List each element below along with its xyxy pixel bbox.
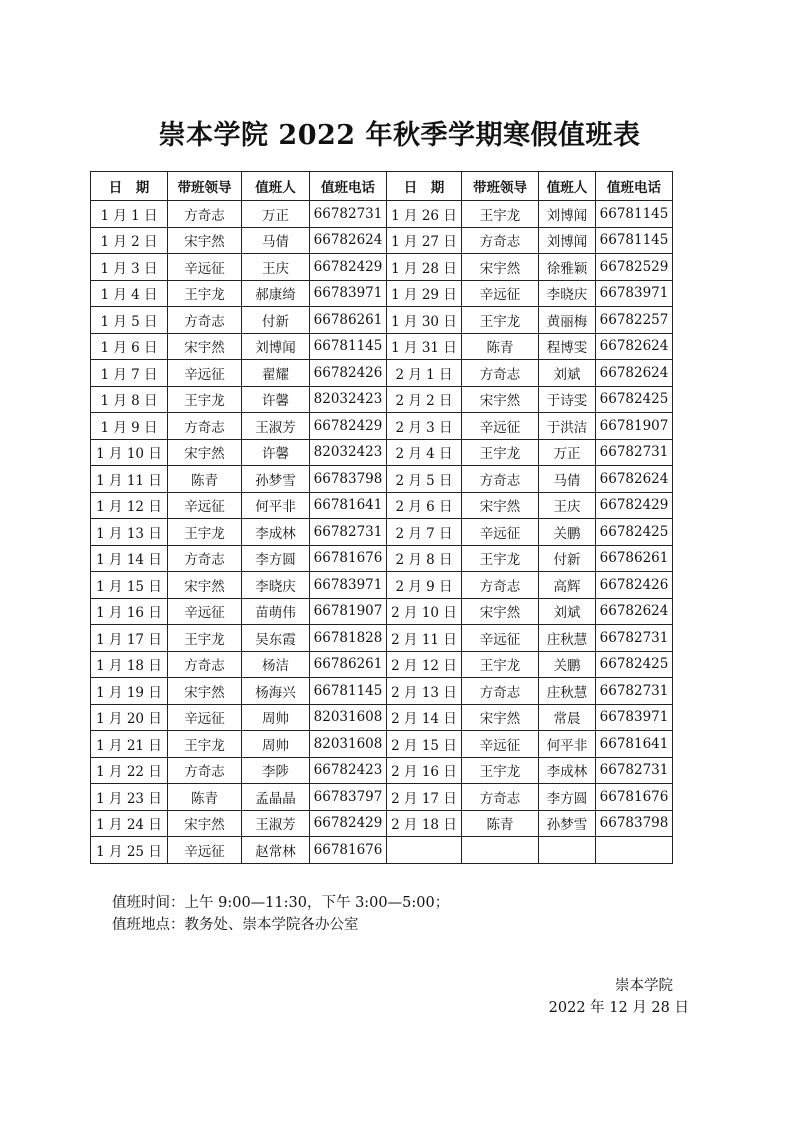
date-cell: 2 月 1 日 [387, 360, 462, 387]
staff-cell: 万正 [242, 201, 310, 228]
leader-cell: 王宇龙 [462, 757, 539, 784]
staff-cell: 徐雅颖 [539, 254, 596, 281]
date-cell: 2 月 11 日 [387, 625, 462, 652]
staff-cell: 刘博闻 [242, 333, 310, 360]
leader-cell: 王宇龙 [168, 280, 242, 307]
staff-cell: 于诗雯 [539, 386, 596, 413]
staff-cell: 周帅 [242, 704, 310, 731]
phone-cell: 66782423 [310, 757, 387, 784]
leader-cell [462, 837, 539, 864]
leader-cell: 王宇龙 [168, 386, 242, 413]
staff-cell: 孟晶晶 [242, 784, 310, 811]
staff-cell: 杨洁 [242, 651, 310, 678]
date-cell: 2 月 5 日 [387, 466, 462, 493]
leader-cell: 方奇志 [462, 466, 539, 493]
staff-cell: 李晓庆 [539, 280, 596, 307]
staff-cell: 李晓庆 [242, 572, 310, 599]
phone-cell: 66782257 [596, 307, 673, 334]
staff-cell: 马倩 [539, 466, 596, 493]
signature-organization: 崇本学院 [615, 978, 673, 994]
leader-cell: 宋宇然 [168, 572, 242, 599]
date-cell: 1 月 12 日 [91, 492, 168, 519]
date-cell: 2 月 4 日 [387, 439, 462, 466]
phone-cell: 66782624 [596, 466, 673, 493]
leader-cell: 辛远征 [168, 492, 242, 519]
staff-cell: 高辉 [539, 572, 596, 599]
leader-cell: 宋宇然 [168, 810, 242, 837]
date-cell: 1 月 1 日 [91, 201, 168, 228]
phone-cell: 66783971 [310, 280, 387, 307]
phone-cell: 66781145 [596, 201, 673, 228]
date-cell: 2 月 10 日 [387, 598, 462, 625]
phone-cell: 82031608 [310, 731, 387, 758]
date-cell: 2 月 12 日 [387, 651, 462, 678]
staff-cell: 常晨 [539, 704, 596, 731]
date-cell: 1 月 3 日 [91, 254, 168, 281]
date-cell: 2 月 7 日 [387, 519, 462, 546]
phone-cell: 66783971 [596, 280, 673, 307]
page-title: 崇本学院 2022 年秋季学期寒假值班表 [158, 120, 641, 152]
leader-cell: 陈青 [462, 333, 539, 360]
phone-cell: 66786261 [596, 545, 673, 572]
leader-cell: 辛远征 [168, 598, 242, 625]
table-row [91, 704, 673, 731]
leader-cell: 方奇志 [462, 227, 539, 254]
leader-cell: 王宇龙 [462, 307, 539, 334]
staff-cell: 赵常林 [242, 837, 310, 864]
staff-cell: 杨海兴 [242, 678, 310, 705]
staff-cell: 孙梦雪 [539, 810, 596, 837]
date-cell: 2 月 2 日 [387, 386, 462, 413]
leader-cell: 宋宇然 [462, 254, 539, 281]
phone-cell: 66782731 [310, 519, 387, 546]
table-row [91, 810, 673, 837]
phone-cell: 66783971 [596, 704, 673, 731]
leader-cell: 辛远征 [462, 519, 539, 546]
leader-cell: 陈青 [168, 466, 242, 493]
duty-time-note: 值班时间：上午 9:00—11:30，下午 3:00—5:00； [112, 895, 450, 911]
table-row [91, 254, 673, 281]
staff-cell: 刘斌 [539, 360, 596, 387]
date-cell: 2 月 3 日 [387, 413, 462, 440]
table-row [91, 545, 673, 572]
duty-schedule-table [90, 171, 673, 864]
phone-cell: 66781641 [596, 731, 673, 758]
signature-block [549, 975, 689, 1019]
staff-cell: 付新 [539, 545, 596, 572]
duty-location-note: 值班地点：教务处、崇本学院各办公室 [112, 917, 359, 933]
leader-cell: 方奇志 [462, 784, 539, 811]
leader-cell: 方奇志 [168, 413, 242, 440]
leader-cell: 辛远征 [168, 254, 242, 281]
phone-cell: 66783971 [310, 572, 387, 599]
table-header-row [91, 172, 673, 201]
staff-cell [539, 837, 596, 864]
leader-cell: 王宇龙 [462, 651, 539, 678]
leader-cell: 方奇志 [168, 757, 242, 784]
leader-cell: 方奇志 [462, 678, 539, 705]
leader-cell: 宋宇然 [462, 704, 539, 731]
date-cell: 2 月 14 日 [387, 704, 462, 731]
leader-cell: 宋宇然 [168, 333, 242, 360]
staff-cell: 刘博闻 [539, 201, 596, 228]
table-row [91, 757, 673, 784]
leader-cell: 宋宇然 [462, 598, 539, 625]
date-cell: 1 月 14 日 [91, 545, 168, 572]
date-cell: 1 月 5 日 [91, 307, 168, 334]
leader-cell: 宋宇然 [462, 386, 539, 413]
date-cell: 1 月 11 日 [91, 466, 168, 493]
phone-cell: 66782426 [310, 360, 387, 387]
phone-cell: 66782426 [596, 572, 673, 599]
phone-cell: 66783797 [310, 784, 387, 811]
staff-cell: 翟耀 [242, 360, 310, 387]
header-phone-left: 值班电话 [310, 172, 387, 201]
date-cell: 1 月 25 日 [91, 837, 168, 864]
leader-cell: 方奇志 [462, 360, 539, 387]
date-cell: 2 月 6 日 [387, 492, 462, 519]
staff-cell: 孙梦雪 [242, 466, 310, 493]
date-cell: 1 月 21 日 [91, 731, 168, 758]
phone-cell: 66781828 [310, 625, 387, 652]
leader-cell: 辛远征 [168, 704, 242, 731]
staff-cell: 李成林 [242, 519, 310, 546]
table-row [91, 651, 673, 678]
header-leader-left: 带班领导 [168, 172, 242, 201]
date-cell: 1 月 29 日 [387, 280, 462, 307]
staff-cell: 庄秋慧 [539, 678, 596, 705]
staff-cell: 关鹏 [539, 519, 596, 546]
table-row [91, 519, 673, 546]
table-row [91, 360, 673, 387]
table-row [91, 837, 673, 864]
phone-cell: 82032423 [310, 439, 387, 466]
staff-cell: 程博雯 [539, 333, 596, 360]
date-cell: 2 月 8 日 [387, 545, 462, 572]
date-cell: 2 月 15 日 [387, 731, 462, 758]
date-cell: 1 月 28 日 [387, 254, 462, 281]
phone-cell: 82032423 [310, 386, 387, 413]
phone-cell: 66781676 [310, 837, 387, 864]
date-cell: 2 月 16 日 [387, 757, 462, 784]
date-cell: 1 月 19 日 [91, 678, 168, 705]
header-leader-right: 带班领导 [462, 172, 539, 201]
staff-cell: 付新 [242, 307, 310, 334]
phone-cell: 66786261 [310, 651, 387, 678]
date-cell: 1 月 24 日 [91, 810, 168, 837]
leader-cell: 宋宇然 [462, 492, 539, 519]
date-cell: 1 月 8 日 [91, 386, 168, 413]
staff-cell: 何平非 [539, 731, 596, 758]
date-cell: 1 月 17 日 [91, 625, 168, 652]
phone-cell: 66782425 [596, 519, 673, 546]
phone-cell: 66782425 [596, 651, 673, 678]
table-row [91, 439, 673, 466]
table-row [91, 731, 673, 758]
staff-cell: 关鹏 [539, 651, 596, 678]
date-cell: 1 月 22 日 [91, 757, 168, 784]
phone-cell: 82031608 [310, 704, 387, 731]
table-row [91, 678, 673, 705]
signature-date: 2022 年 12 月 28 日 [548, 1000, 689, 1016]
date-cell: 1 月 4 日 [91, 280, 168, 307]
phone-cell: 66786261 [310, 307, 387, 334]
date-cell: 1 月 6 日 [91, 333, 168, 360]
phone-cell: 66782529 [596, 254, 673, 281]
phone-cell: 66781907 [310, 598, 387, 625]
phone-cell: 66782429 [310, 810, 387, 837]
phone-cell: 66781676 [310, 545, 387, 572]
date-cell: 1 月 10 日 [91, 439, 168, 466]
phone-cell: 66781145 [596, 227, 673, 254]
table-row [91, 784, 673, 811]
date-cell: 1 月 20 日 [91, 704, 168, 731]
date-cell: 1 月 15 日 [91, 572, 168, 599]
table-row [91, 280, 673, 307]
staff-cell: 黄丽梅 [539, 307, 596, 334]
table-row [91, 598, 673, 625]
date-cell: 1 月 18 日 [91, 651, 168, 678]
leader-cell: 辛远征 [462, 280, 539, 307]
phone-cell: 66782731 [596, 678, 673, 705]
staff-cell: 苗萌伟 [242, 598, 310, 625]
date-cell: 2 月 17 日 [387, 784, 462, 811]
leader-cell: 陈青 [462, 810, 539, 837]
phone-cell: 66782429 [310, 413, 387, 440]
staff-cell: 许馨 [242, 386, 310, 413]
table-row [91, 386, 673, 413]
staff-cell: 何平非 [242, 492, 310, 519]
leader-cell: 辛远征 [462, 625, 539, 652]
table-row [91, 307, 673, 334]
date-cell: 2 月 18 日 [387, 810, 462, 837]
phone-cell: 66781145 [310, 333, 387, 360]
date-cell: 1 月 27 日 [387, 227, 462, 254]
table-row [91, 572, 673, 599]
staff-cell: 王庆 [539, 492, 596, 519]
phone-cell: 66782429 [596, 492, 673, 519]
phone-cell: 66782731 [310, 201, 387, 228]
phone-cell: 66783798 [310, 466, 387, 493]
table-row [91, 492, 673, 519]
leader-cell: 王宇龙 [168, 731, 242, 758]
phone-cell: 66782731 [596, 439, 673, 466]
phone-cell: 66782624 [596, 360, 673, 387]
leader-cell: 方奇志 [168, 201, 242, 228]
staff-cell: 于洪洁 [539, 413, 596, 440]
header-phone-right: 值班电话 [596, 172, 673, 201]
header-date-left: 日 期 [91, 172, 168, 201]
staff-cell: 马倩 [242, 227, 310, 254]
phone-cell: 66782429 [310, 254, 387, 281]
leader-cell: 辛远征 [462, 731, 539, 758]
table-row [91, 333, 673, 360]
table-row [91, 201, 673, 228]
table-body [91, 201, 673, 864]
phone-cell: 66783798 [596, 810, 673, 837]
leader-cell: 宋宇然 [168, 439, 242, 466]
staff-cell: 庄秋慧 [539, 625, 596, 652]
date-cell: 1 月 9 日 [91, 413, 168, 440]
header-date-right: 日 期 [387, 172, 462, 201]
date-cell: 1 月 7 日 [91, 360, 168, 387]
phone-cell: 66782624 [596, 333, 673, 360]
staff-cell: 郝康绮 [242, 280, 310, 307]
leader-cell: 宋宇然 [168, 678, 242, 705]
table-row [91, 466, 673, 493]
leader-cell: 方奇志 [462, 572, 539, 599]
phone-cell: 66781907 [596, 413, 673, 440]
phone-cell: 66782624 [596, 598, 673, 625]
phone-cell: 66781641 [310, 492, 387, 519]
date-cell: 1 月 16 日 [91, 598, 168, 625]
leader-cell: 方奇志 [168, 307, 242, 334]
staff-cell: 许馨 [242, 439, 310, 466]
phone-cell: 66781676 [596, 784, 673, 811]
table-row [91, 625, 673, 652]
phone-cell: 66782624 [310, 227, 387, 254]
leader-cell: 王宇龙 [168, 519, 242, 546]
date-cell: 1 月 30 日 [387, 307, 462, 334]
staff-cell: 李成林 [539, 757, 596, 784]
staff-cell: 李方圆 [242, 545, 310, 572]
leader-cell: 陈青 [168, 784, 242, 811]
header-staff-left: 值班人 [242, 172, 310, 201]
table-row [91, 413, 673, 440]
date-cell: 1 月 26 日 [387, 201, 462, 228]
staff-cell: 王庆 [242, 254, 310, 281]
date-cell [387, 837, 462, 864]
date-cell: 1 月 31 日 [387, 333, 462, 360]
phone-cell [596, 837, 673, 864]
leader-cell: 王宇龙 [462, 201, 539, 228]
date-cell: 1 月 2 日 [91, 227, 168, 254]
table-row [91, 227, 673, 254]
date-cell: 1 月 23 日 [91, 784, 168, 811]
leader-cell: 方奇志 [168, 545, 242, 572]
leader-cell: 宋宇然 [168, 227, 242, 254]
leader-cell: 王宇龙 [462, 545, 539, 572]
leader-cell: 王宇龙 [168, 625, 242, 652]
staff-cell: 王淑芳 [242, 810, 310, 837]
leader-cell: 方奇志 [168, 651, 242, 678]
staff-cell: 刘博闻 [539, 227, 596, 254]
staff-cell: 刘斌 [539, 598, 596, 625]
staff-cell: 王淑芳 [242, 413, 310, 440]
leader-cell: 辛远征 [168, 360, 242, 387]
leader-cell: 辛远征 [168, 837, 242, 864]
leader-cell: 王宇龙 [462, 439, 539, 466]
date-cell: 2 月 13 日 [387, 678, 462, 705]
leader-cell: 辛远征 [462, 413, 539, 440]
phone-cell: 66782731 [596, 625, 673, 652]
date-cell: 1 月 13 日 [91, 519, 168, 546]
staff-cell: 李方圆 [539, 784, 596, 811]
phone-cell: 66782425 [596, 386, 673, 413]
duty-notes [112, 892, 449, 936]
staff-cell: 万正 [539, 439, 596, 466]
staff-cell: 李陟 [242, 757, 310, 784]
header-staff-right: 值班人 [539, 172, 596, 201]
date-cell: 2 月 9 日 [387, 572, 462, 599]
staff-cell: 吴东霞 [242, 625, 310, 652]
phone-cell: 66782731 [596, 757, 673, 784]
phone-cell: 66781145 [310, 678, 387, 705]
staff-cell: 周帅 [242, 731, 310, 758]
